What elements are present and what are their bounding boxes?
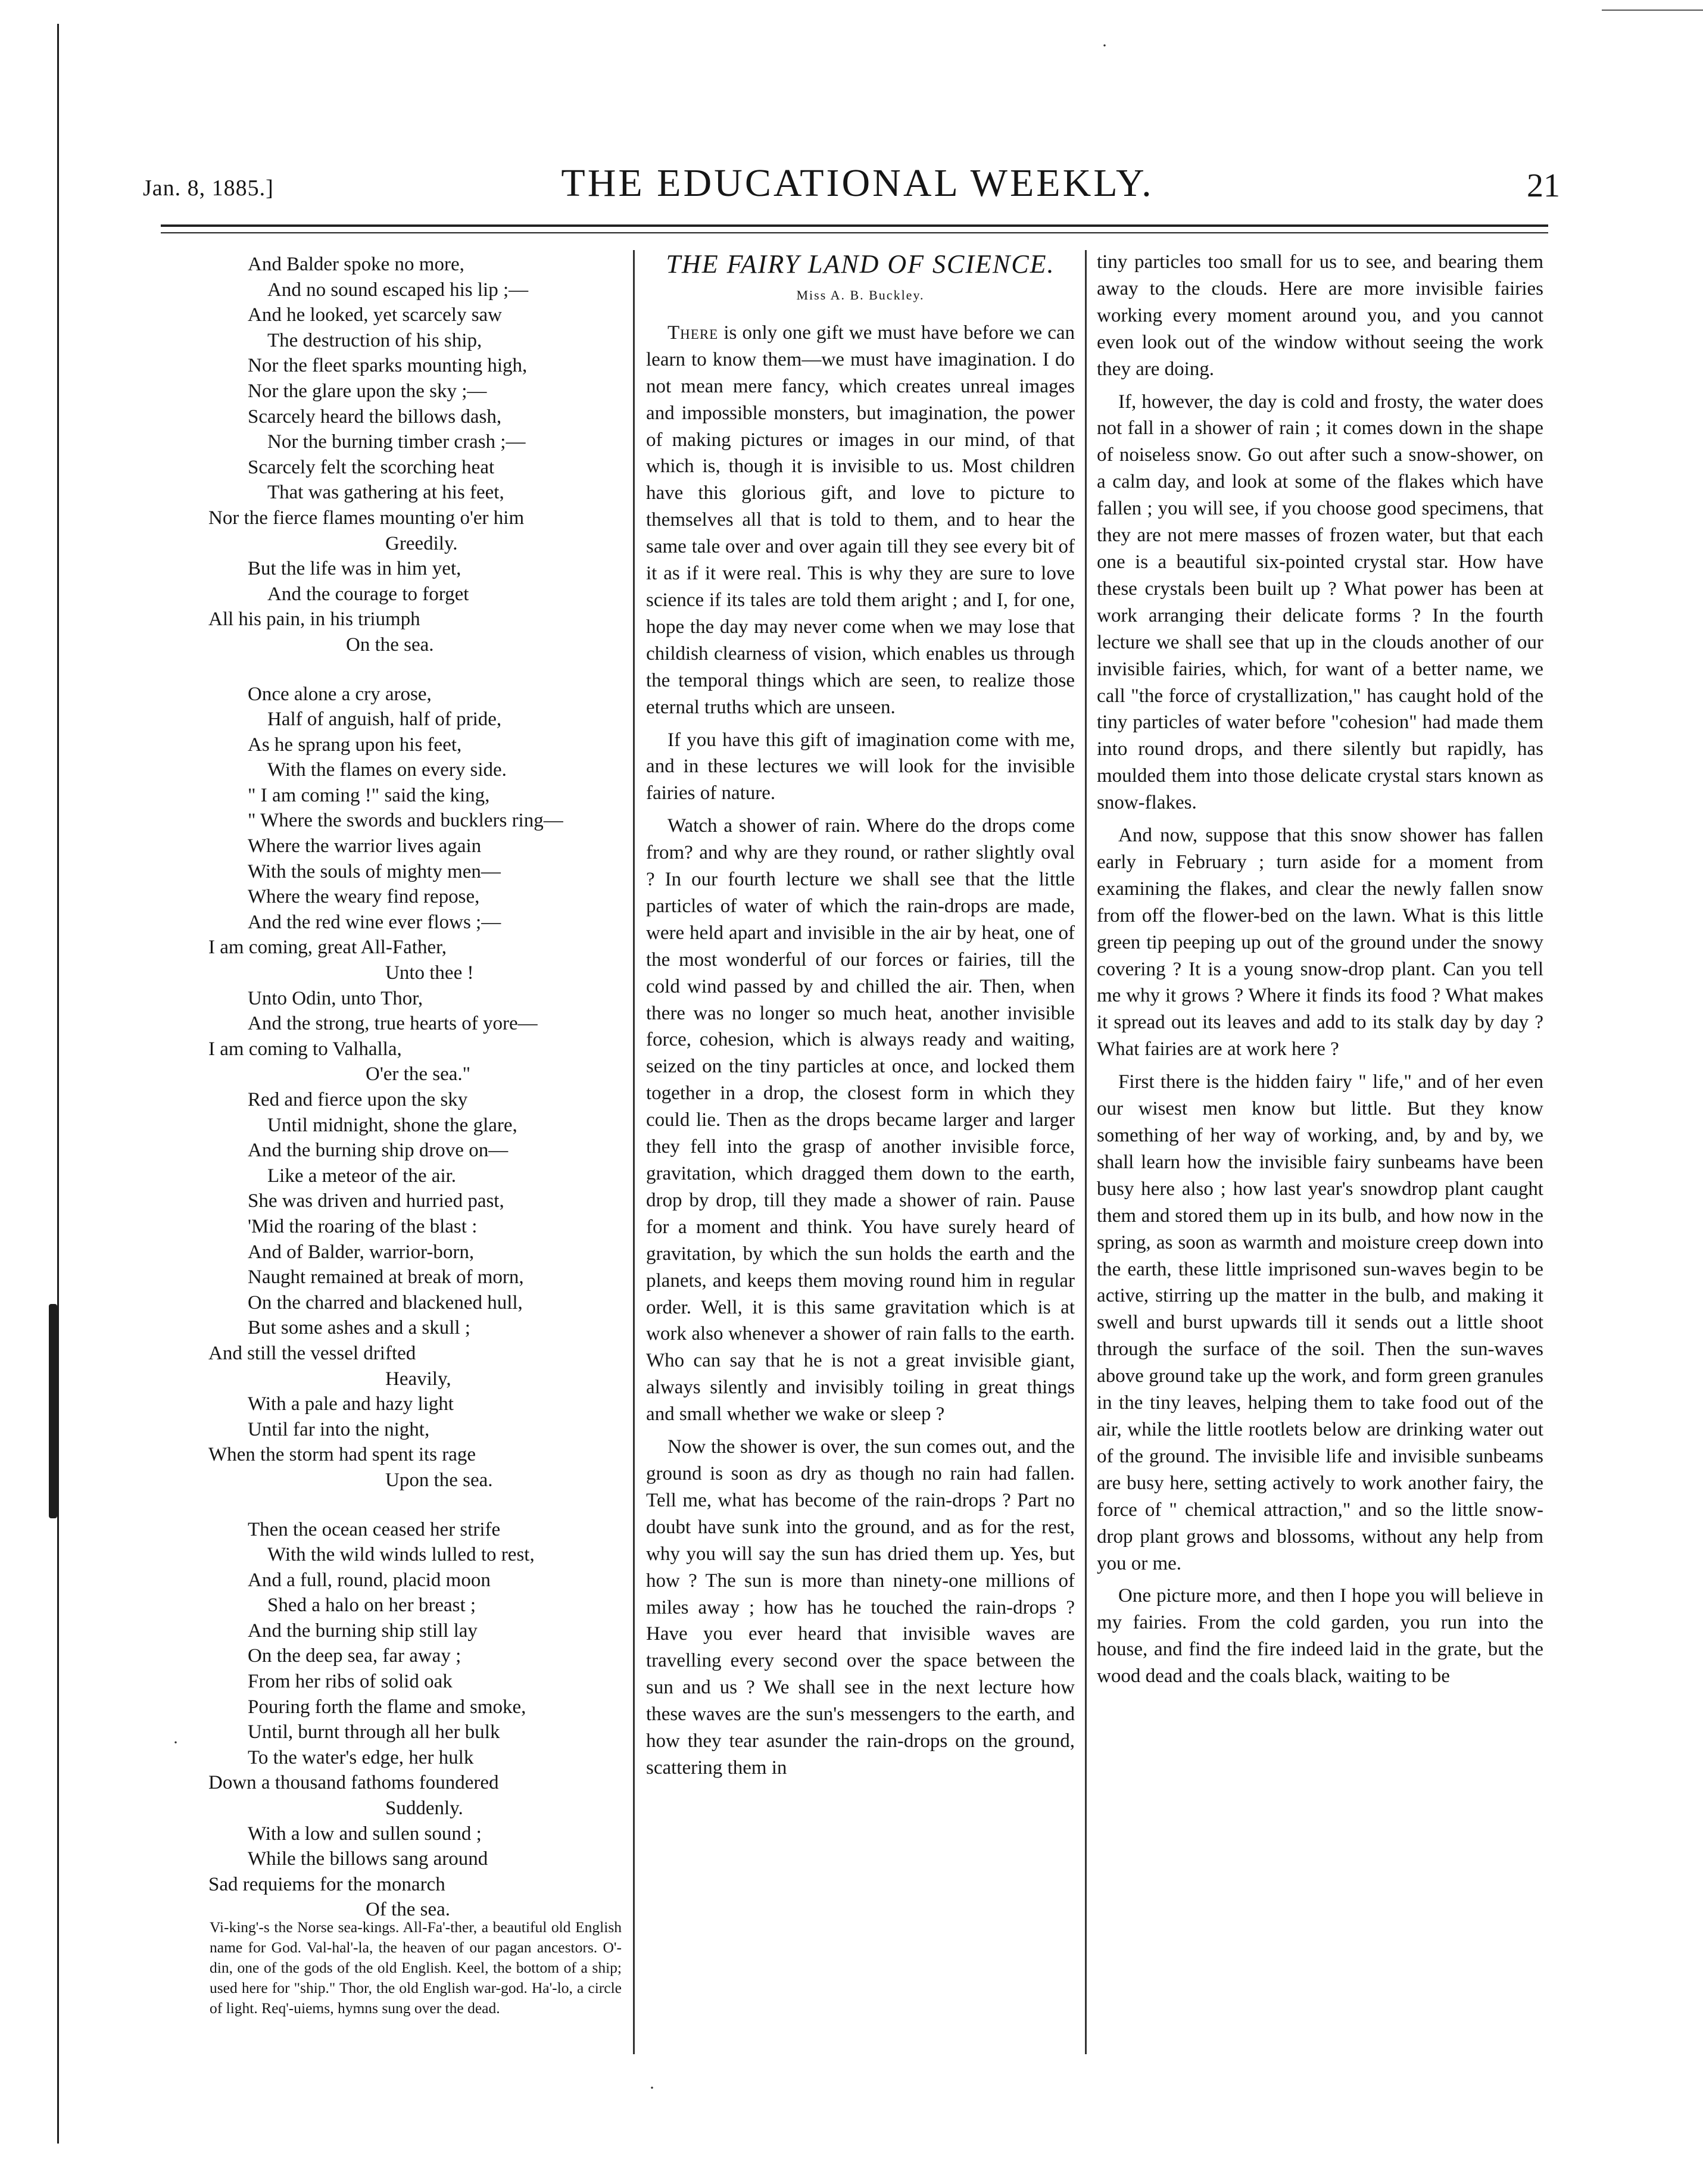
poem-line: On the charred and blackened hull, <box>248 1291 523 1313</box>
article-paragraph <box>1097 249 1543 383</box>
journal-title: THE EDUCATIONAL WEEKLY. <box>561 161 1154 205</box>
poem-line: From her ribs of solid oak <box>248 1671 453 1693</box>
article-paragraph <box>646 320 1075 721</box>
stray-mark: · <box>649 2078 655 2098</box>
poem-line: O'er the sea." <box>366 1063 471 1085</box>
stray-mark: · <box>173 1733 179 1752</box>
poem-line: Greedily. <box>385 532 458 554</box>
paragraph-text: If, however, the day is cold and frosty, the water does not fall in a shower of rain ; it comes down in the shape of noiseless snow. Go out after such a snow-shower, on a calm day, and look at some of the flakes which have fallen ; you will see, if you choose good specimens, that they are not mere masses of frozen water, but that each one is a beautiful six-pointed crystal star. How have these crystals been built up ? What power has been at work arranging their delicate forms ? In the fourth lecture we shall see that up in the clouds another of our invisible fairies, which, for want of a better name, we call "the force of crystallization," has caught hold of the tiny particles of water before "cohesion" had made them into round drops, and there silently but rapidly, has moulded them into those delicate crystal stars known as snow-flakes. <box>1097 391 1543 814</box>
glossary-note: Vi-king'-s the Norse sea-kings. All-Fa'-ther, a beautiful old English name for God. Val-hal'-la, the heaven of our pagan ancestors. O'-din, one of the gods of the old English. Keel, the bottom of a ship; used here for "ship." Thor, the old English war-god. Ha'-lo, a circle of light. Req'-uiems, hymns sung over the dead. <box>210 1918 622 2017</box>
paragraph-text: is only one gift we must have before we can learn to know them—we must have imagination. I do not mean mere fancy, which creates unreal images and impossible monsters, but imagination, the power of making pictures or images in our mind, of that which is, though it is invisible to us. Most children have this glorious gift, and love to picture to themselves all that is told to them, and to hear the same tale over and over again till they see every bit of it as if it were real. This is why they are sure to love science if its tales are told them aright ; and I, for one, hope the day may never come when we may lose that childish clearness of vision, which enables us through the temporal things which are seen, to realize those eternal truths which are unseen. <box>646 322 1075 718</box>
poem-line: Down a thousand fathoms foundered <box>208 1772 499 1794</box>
poem-line: Until, burnt through all her bulk <box>248 1721 500 1743</box>
page-number: 21 <box>1527 167 1560 204</box>
poem-line: The destruction of his ship, <box>267 329 482 351</box>
poem-line: Nor the fierce flames mounting o'er him <box>208 507 525 529</box>
poem-line: I am coming, great All-Father, <box>208 937 447 959</box>
article-column-1 <box>646 249 1075 1781</box>
poem-line: And of Balder, warrior-born, <box>248 1241 475 1263</box>
poem-line: And the red wine ever flows ;— <box>248 911 501 933</box>
poem-line: Half of anguish, half of pride, <box>267 709 502 731</box>
poem-line: And the strong, true hearts of yore— <box>248 1013 538 1035</box>
paragraph-text: First there is the hidden fairy " life," and of her even our wisest men know but little. But they know something of her way of working, and, by and by, we shall learn how the invisible fairy sunbeams have been busy here also ; how last year's snowdrop plant caught them and stored them up in its bulb, and how now in the spring, as soon as warmth and moisture creep down into the earth, these little imprisoned sun-waves begin to be active, stirring up the matter in the bulb, and making it swell and burst upwards till it sends out a little shoot through the surface of the soil. Then the sun-waves above ground take up the work, and form green granules in the tiny leaves, helping them to take food out of the air, while the little rootlets below are drinking water out of the ground. The invisible life and invisible sunbeams are busy here, setting actively to work another fairy, the force of " chemical attraction," and so the little snow-drop plant grows and blossoms, without any help from you or me. <box>1097 1071 1543 1574</box>
article-author: Miss A. B. Buckley. <box>796 288 925 302</box>
poem-line: Heavily, <box>385 1368 451 1390</box>
top-right-scan-line <box>1602 10 1703 11</box>
stray-mark: · <box>1102 36 1108 55</box>
stanza-gap <box>208 658 625 682</box>
poem-line: And the burning ship drove on— <box>248 1140 509 1162</box>
poem-line: Unto thee ! <box>385 962 474 984</box>
poem-line: When the storm had spent its rage <box>208 1444 476 1466</box>
header-rule-thick <box>161 224 1548 227</box>
poem-line: On the deep sea, far away ; <box>248 1645 461 1667</box>
poem-line: Once alone a cry arose, <box>248 683 432 705</box>
paragraph-text: One picture more, and then I hope you will believe in my fairies. From the cold garden, you run into the house, and find the fire indeed laid in the grate, but the wood dead and the coals black, waiting to be <box>1097 1585 1543 1687</box>
poem-line: Sad requiems for the monarch <box>208 1873 445 1895</box>
column-rule-left <box>633 250 635 2054</box>
article-paragraph <box>1097 1069 1543 1577</box>
poem-line: Nor the fleet sparks mounting high, <box>248 355 528 377</box>
poem-line: As he sprang upon his feet, <box>248 734 462 756</box>
poem-line: Naught remained at break of morn, <box>248 1266 524 1288</box>
poem-line: Until midnight, shone the glare, <box>267 1114 517 1136</box>
poem-line: And Balder spoke no more, <box>248 254 464 275</box>
poem-line: Suddenly. <box>385 1798 463 1820</box>
poem-line: That was gathering at his feet, <box>267 482 504 504</box>
poem-line: Unto Odin, unto Thor, <box>248 987 423 1009</box>
poem-line: Red and fierce upon the sky <box>248 1089 468 1110</box>
poem-line: Of the sea. <box>366 1899 451 1921</box>
poem-line: Then the ocean ceased her strife <box>248 1518 501 1540</box>
article-column-1-body <box>646 320 1075 1781</box>
article-title: THE FAIRY LAND OF SCIENCE. <box>666 249 1055 279</box>
poem-line: To the water's edge, her hulk <box>248 1746 474 1768</box>
paragraph-text: Now the shower is over, the sun comes out, and the ground is soon as dry as though no rain had fallen. Tell me, what has become of the rain-drops ? Part no doubt have sunk into the ground, and as for the rest, why you will say the sun has dried them up. Yes, but how ? The sun is more than ninety-one millions of miles away ; how has he touched the rain-drops ? Have you ever heard that invisible waves are travelling every second over the space between the sun and us ? We shall see in the next lecture how these waves are the sun's messengers to the earth, and how they tear asunder the rain-drops on the ground, scattering them in <box>646 1436 1075 1779</box>
poem-line: And still the vessel drifted <box>208 1342 416 1364</box>
poem-line: With a low and sullen sound ; <box>248 1823 482 1845</box>
poem-line: Until far into the night, <box>248 1418 430 1440</box>
paragraph-text: If you have this gift of imagination come with me, and in these lectures we will look for the invisible fairies of nature. <box>646 729 1075 804</box>
poem-line: Nor the glare upon the sky ;— <box>248 380 487 402</box>
poem-line: She was driven and hurried past, <box>248 1190 504 1212</box>
article-paragraph <box>646 727 1075 807</box>
poem-line: And no sound escaped his lip ;— <box>267 279 529 301</box>
header-rule-thin <box>161 232 1548 233</box>
poem-line: Nor the burning timber crash ;— <box>267 431 526 453</box>
stanza-gap <box>208 1493 625 1517</box>
poem-line: All his pain, in his triumph <box>208 609 420 631</box>
poem-line: I am coming to Valhalla, <box>208 1038 402 1060</box>
poem-line: Like a meteor of the air. <box>267 1165 457 1187</box>
poem-line: Shed a halo on her breast ; <box>267 1595 476 1617</box>
poem-line: While the billows sang around <box>248 1848 488 1870</box>
binding-edge-blot <box>49 1304 57 1518</box>
poem-line: And he looked, yet scarcely saw <box>248 304 503 326</box>
poem-line: With the wild winds lulled to rest, <box>267 1544 535 1566</box>
article-paragraph <box>1097 389 1543 817</box>
poem-line: With the flames on every side. <box>267 759 507 781</box>
paragraph-lead-word: There <box>668 322 719 344</box>
article-column-2 <box>1097 249 1543 1690</box>
poem-line: On the sea. <box>346 634 434 656</box>
binding-edge-line <box>57 24 59 2144</box>
poem-line: Where the warrior lives again <box>248 835 482 857</box>
poem-line: Where the weary find repose, <box>248 886 480 908</box>
poem-line: Scarcely felt the scorching heat <box>248 456 495 478</box>
article-paragraph <box>1097 822 1543 1063</box>
issue-date: Jan. 8, 1885.] <box>143 176 274 201</box>
article-paragraph <box>646 813 1075 1428</box>
poem-line: " Where the swords and bucklers ring— <box>248 810 563 832</box>
paragraph-text: Watch a shower of rain. Where do the drops come from? and why are they round, or rather slightly oval ? In our fourth lecture we shall see that the little particles of water of which the rain-drops are made, were held apart and invisible in the air by heat, one of the most wonderful of our forces or fairies, till the cold wind passed by and chilled the air. Then, when there was no longer so much heat, another invisible force, cohesion, which is always ready and waiting, seized on the tiny particles at once, and locked them together in a drop, the closest form in which they could lie. Then as the drops became larger and larger they fell into the grasp of another invisible force, gravitation, which dragged them down to the earth, drop by drop, till they made a shower of rain. Pause for a moment and think. You have surely heard of gravitation, by which the sun holds the earth and the planets, and keeps them moving round him in regular order. Well, it is this same gravitation which is at work also whenever a shower of rain falls to the earth. Who can say that he is not a great invisible giant, always silently and invisibly toiling in great things and small whether we wake or sleep ? <box>646 815 1075 1425</box>
poem-line: But the life was in him yet, <box>248 558 461 580</box>
poem-line: 'Mid the roaring of the blast : <box>248 1215 478 1237</box>
running-head <box>143 161 1572 214</box>
poem-line: Pouring forth the flame and smoke, <box>248 1696 526 1718</box>
poem-line: " I am coming !" said the king, <box>248 784 490 806</box>
poem-line: And the courage to forget <box>267 583 469 605</box>
paragraph-text: And now, suppose that this snow shower has fallen early in February ; turn aside for a moment from examining the flakes, and clear the newly fallen snow from off the flower-bed on the lawn. What is this little green tip peeping up out of the ground under the snowy covering ? It is a young snow-drop plant. Can you tell me why it grows ? Where it finds its food ? What makes it spread out its leaves and add to its stalk day by day ? What fairies are at work here ? <box>1097 825 1543 1060</box>
poem-line: And a full, round, placid moon <box>248 1569 491 1591</box>
poem-line: Upon the sea. <box>385 1469 493 1491</box>
article-paragraph <box>646 1434 1075 1781</box>
paragraph-text: tiny particles too small for us to see, and bearing them away to the clouds. Here are more invisible fairies working every moment around you, and you cannot even look out of the window without seeing the work they are doing. <box>1097 251 1543 380</box>
poem-line: Scarcely heard the billows dash, <box>248 405 502 428</box>
poem-column <box>208 252 625 1923</box>
column-rule-right <box>1085 250 1087 2054</box>
poem-line: With a pale and hazy light <box>248 1393 454 1415</box>
poem-line: But some ashes and a skull ; <box>248 1317 470 1339</box>
poem-line: And the burning ship still lay <box>248 1620 478 1642</box>
poem-line: With the souls of mighty men— <box>248 860 501 882</box>
article-paragraph <box>1097 1583 1543 1690</box>
